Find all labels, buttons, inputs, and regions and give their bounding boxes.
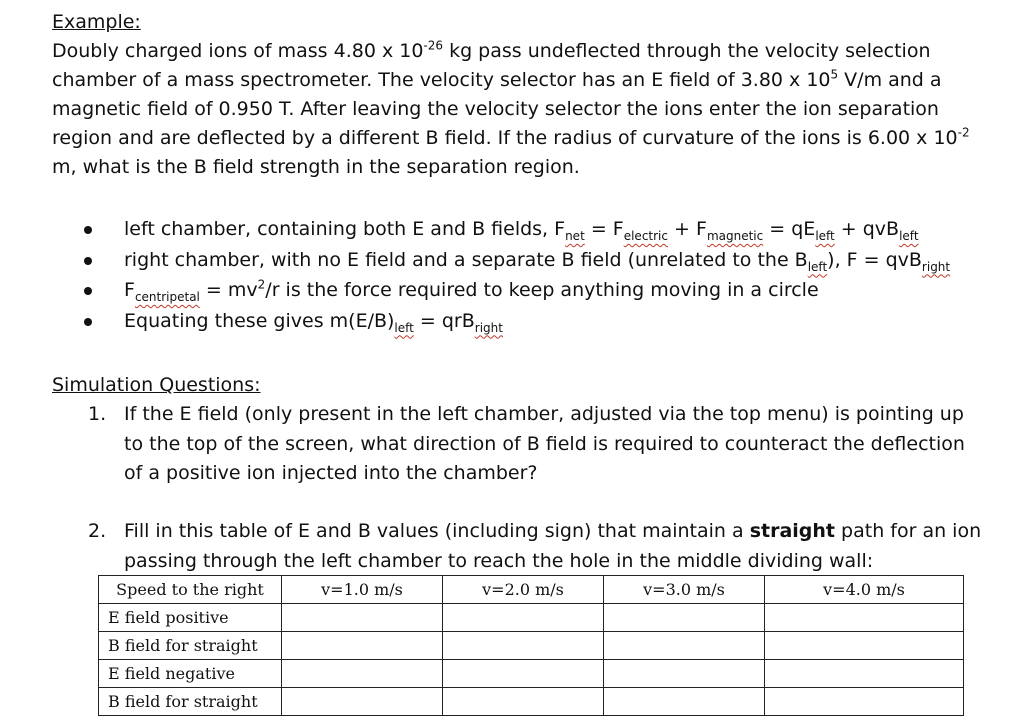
- row-label: B field for straight: [99, 632, 282, 660]
- header-cell: Speed to the right: [99, 576, 282, 604]
- bullet-centripetal: $F_{centripetal} = mv^2/r$ is the force required to keep anything moving in a circle: [52, 275, 1002, 306]
- answer-cell[interactable]: [443, 660, 604, 688]
- answer-cell[interactable]: [765, 660, 964, 688]
- answer-cell[interactable]: [443, 604, 604, 632]
- problem-line-5: m, what is the B field strength in the separation region.: [52, 156, 580, 178]
- header-cell: v=1.0 m/s: [282, 576, 443, 604]
- table-row: [99, 632, 964, 660]
- answer-cell[interactable]: [282, 688, 443, 716]
- problem-line-1: Doubly charged ions of mass 4.80 x $10^{-26}$ kg pass undeflected through the velocity selection: [52, 38, 931, 62]
- problem-line-3: magnetic field of 0.950 T. After leaving the velocity selector the ions enter the ion separation: [52, 98, 939, 120]
- simulation-heading: Simulation Questions:: [52, 374, 261, 396]
- problem-line-4: region and are deflected by a different B field. If the radius of curvature of the ions is 6.00 x $10^{-2}$: [52, 125, 970, 149]
- table-row: [99, 604, 964, 632]
- question-1: [88, 400, 988, 489]
- bullet-right-chamber: right chamber, with no E field and a separate B field (unrelated to the $B_{left}$), F = qvB$_{right}$: [52, 245, 1002, 276]
- question-2: [88, 517, 988, 576]
- answer-cell[interactable]: [765, 604, 964, 632]
- bullet-dot-icon: [84, 257, 92, 265]
- answer-cell[interactable]: [282, 660, 443, 688]
- header-cell: v=3.0 m/s: [604, 576, 765, 604]
- answer-cell[interactable]: [443, 688, 604, 716]
- question-number: 2.: [88, 520, 107, 542]
- bullet-equating: Equating these gives $m(E/B)_{left} = qrB_{right}$: [52, 306, 1002, 337]
- table-header-row: [99, 576, 964, 604]
- answer-cell[interactable]: [604, 660, 765, 688]
- table-row: [99, 688, 964, 716]
- answer-cell[interactable]: [443, 632, 604, 660]
- answer-cell[interactable]: [604, 688, 765, 716]
- e-b-values-table: [98, 575, 964, 716]
- question-number: 1.: [88, 403, 107, 425]
- row-label: E field negative: [99, 660, 282, 688]
- bullet-list: [52, 214, 1002, 336]
- answer-cell[interactable]: [604, 632, 765, 660]
- bullet-left-chamber: left chamber, containing both E and B fields, $F_{net} = F_{electric} + F_{magnetic} = qE_{left} + qvB_{left}$: [52, 214, 1002, 245]
- answer-cell[interactable]: [765, 632, 964, 660]
- row-label: B field for straight: [99, 688, 282, 716]
- content: [52, 8, 1002, 711]
- header-cell: v=2.0 m/s: [443, 576, 604, 604]
- problem-line-2: chamber of a mass spectrometer. The velocity selector has an E field of 3.80 x $10^5$ V/m and a: [52, 67, 942, 91]
- example-heading: Example:: [52, 11, 141, 33]
- question-text: Fill in this table of E and B values (including sign) that maintain a straight path for an ion passing through the left chamber to reach the hole in the middle dividing wall:: [124, 520, 982, 572]
- answer-cell[interactable]: [282, 604, 443, 632]
- answer-cell[interactable]: [765, 688, 964, 716]
- row-label: E field positive: [99, 604, 282, 632]
- example-problem: [52, 37, 1002, 182]
- header-cell: v=4.0 m/s: [765, 576, 964, 604]
- answer-cell[interactable]: [282, 632, 443, 660]
- table-row: [99, 660, 964, 688]
- bullet-dot-icon: [84, 226, 92, 234]
- bullet-dot-icon: [84, 287, 92, 295]
- bullet-dot-icon: [84, 318, 92, 326]
- question-text: If the E field (only present in the left chamber, adjusted via the top menu) is pointing up to the top of the screen, what direction of B field is required to counteract the deflection of a positive ion injected into the chamber?: [124, 403, 965, 484]
- answer-cell[interactable]: [604, 604, 765, 632]
